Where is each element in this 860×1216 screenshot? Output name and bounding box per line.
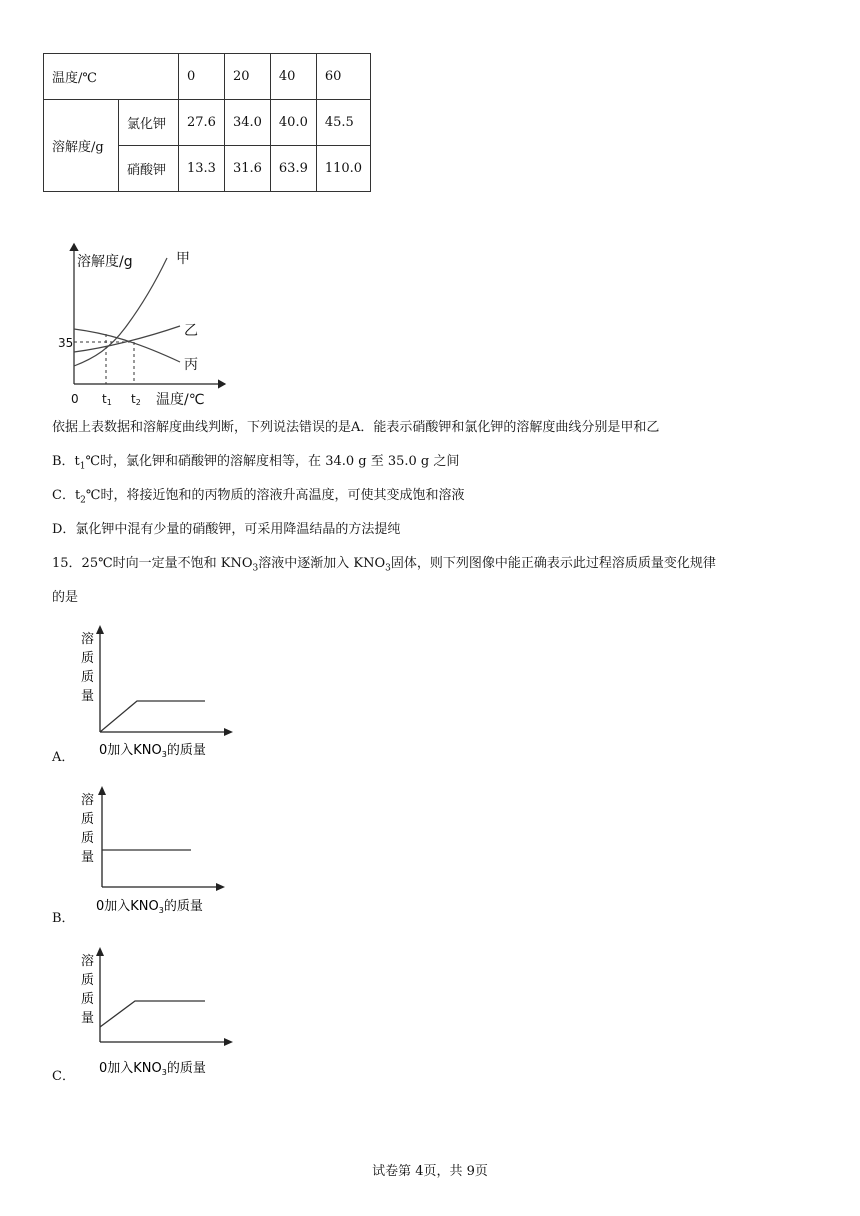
tick-t1: t1 bbox=[102, 392, 112, 407]
option-b-label: B． bbox=[52, 911, 75, 926]
table-temp-cell: 40 bbox=[270, 54, 316, 100]
x-axis-arrow bbox=[224, 728, 233, 736]
curve-ytick: 35 bbox=[58, 336, 74, 350]
curve-ylabel: 溶解度/g bbox=[77, 254, 133, 270]
option-c-label: C． bbox=[52, 1069, 75, 1084]
table-cell: 63.9 bbox=[270, 146, 316, 192]
table-temp-cell: 20 bbox=[224, 54, 270, 100]
table-header-row bbox=[44, 54, 371, 100]
series-label-jia: 甲 bbox=[176, 251, 190, 267]
table-row bbox=[44, 100, 371, 146]
x-axis-arrow bbox=[224, 1038, 233, 1046]
ylabel-char: 量 bbox=[81, 850, 95, 865]
table-temp-cell: 60 bbox=[316, 54, 370, 100]
table-cell: 13.3 bbox=[179, 146, 225, 192]
solubility-curve-figure bbox=[55, 238, 240, 410]
q14-stem-line bbox=[52, 419, 659, 437]
table-corner-cell: 温度/℃ bbox=[44, 54, 179, 100]
graph-xlabel: 0加入$KNO_3$的质量 bbox=[99, 743, 206, 759]
q14-option-a: A．能表示硝酸钾和氯化钾的溶解度曲线分别是甲和乙 bbox=[351, 420, 660, 435]
ylabel-char: 质 bbox=[81, 670, 95, 685]
ylabel-char: 质 bbox=[81, 973, 95, 988]
y-axis-arrow bbox=[96, 625, 104, 634]
q14-option-b-pre: B．t bbox=[52, 454, 80, 469]
q14-option-c-post: ℃时，将接近饱和的丙物质的溶液升高温度，可使其变成饱和溶液 bbox=[85, 488, 465, 503]
q15-stem-line1 bbox=[52, 555, 716, 578]
table-group-label: 溶解度/g bbox=[44, 100, 119, 192]
graph-option-c bbox=[77, 944, 237, 1079]
table-cell: 110.0 bbox=[316, 146, 370, 192]
mass-line bbox=[100, 1001, 205, 1027]
y-axis-arrow bbox=[96, 947, 104, 956]
q15-sub-2: 3 bbox=[385, 563, 391, 574]
q14-option-c bbox=[52, 487, 464, 510]
q15-text-2: 溶液中逐渐加入 KNO bbox=[258, 556, 386, 571]
q14-option-b-sub: 1 bbox=[79, 461, 86, 472]
curve-xlabel: 温度/℃ bbox=[156, 392, 205, 408]
q14-stem: 依据上表数据和溶解度曲线判断，下列说法错误的是 bbox=[52, 420, 352, 435]
ylabel-char: 量 bbox=[81, 689, 95, 704]
ylabel-char: 溶 bbox=[81, 632, 95, 647]
curve-bing bbox=[74, 329, 180, 362]
table-cell: 34.0 bbox=[224, 100, 270, 146]
q14-option-b bbox=[52, 453, 459, 476]
table-cell: 45.5 bbox=[316, 100, 370, 146]
graph-xlabel: 0加入$KNO_3$的质量 bbox=[96, 899, 203, 915]
graph-option-a bbox=[77, 622, 237, 762]
q14-option-d: D．氯化钾中混有少量的硝酸钾，可采用降温结晶的方法提纯 bbox=[52, 522, 401, 537]
tick-t2: t2 bbox=[131, 392, 141, 407]
table-cell: 27.6 bbox=[179, 100, 225, 146]
ylabel-char: 质 bbox=[81, 992, 95, 1007]
graph-option-b bbox=[77, 783, 237, 918]
ylabel-char: 质 bbox=[81, 651, 95, 666]
option-a-label: A． bbox=[52, 750, 75, 765]
q14-option-c-sub: 2 bbox=[80, 495, 86, 506]
graph-xlabel: 0加入$KNO_3$的质量 bbox=[99, 1061, 206, 1077]
q15-text-1: 15．25℃时向一定量不饱和 KNO bbox=[52, 556, 253, 571]
x-axis-arrow bbox=[216, 883, 225, 891]
table-cell: 40.0 bbox=[270, 100, 316, 146]
ylabel-char: 质 bbox=[81, 812, 95, 827]
curve-yi bbox=[74, 326, 180, 352]
series-label-bing: 丙 bbox=[184, 357, 198, 373]
mass-line bbox=[100, 701, 205, 732]
solubility-table bbox=[43, 53, 371, 192]
q15-text-3: 固体，则下列图像中能正确表示此过程溶质质量变化规律 bbox=[390, 556, 716, 571]
q14-option-b-post: ℃时，氯化钾和硝酸钾的溶解度相等，在 34.0 g 至 35.0 g 之间 bbox=[85, 454, 460, 469]
table-cell: 31.6 bbox=[224, 146, 270, 192]
ylabel-char: 量 bbox=[81, 1011, 95, 1026]
q14-option-c-pre: C．t bbox=[52, 488, 81, 503]
ylabel-char: 质 bbox=[81, 831, 95, 846]
ylabel-char: 溶 bbox=[81, 793, 95, 808]
q15-stem-line2: 的是 bbox=[52, 590, 79, 605]
curve-origin: 0 bbox=[71, 392, 79, 406]
y-axis-arrow bbox=[98, 786, 106, 795]
table-temp-cell: 0 bbox=[179, 54, 225, 100]
table-row-name: 硝酸钾 bbox=[119, 146, 179, 192]
q15-sub-1: 3 bbox=[252, 563, 259, 574]
series-label-yi: 乙 bbox=[184, 323, 198, 339]
ylabel-char: 溶 bbox=[81, 954, 95, 969]
table-row-name: 氯化钾 bbox=[119, 100, 179, 146]
page-footer: 试卷第 4页，共 9页 bbox=[372, 1164, 488, 1179]
